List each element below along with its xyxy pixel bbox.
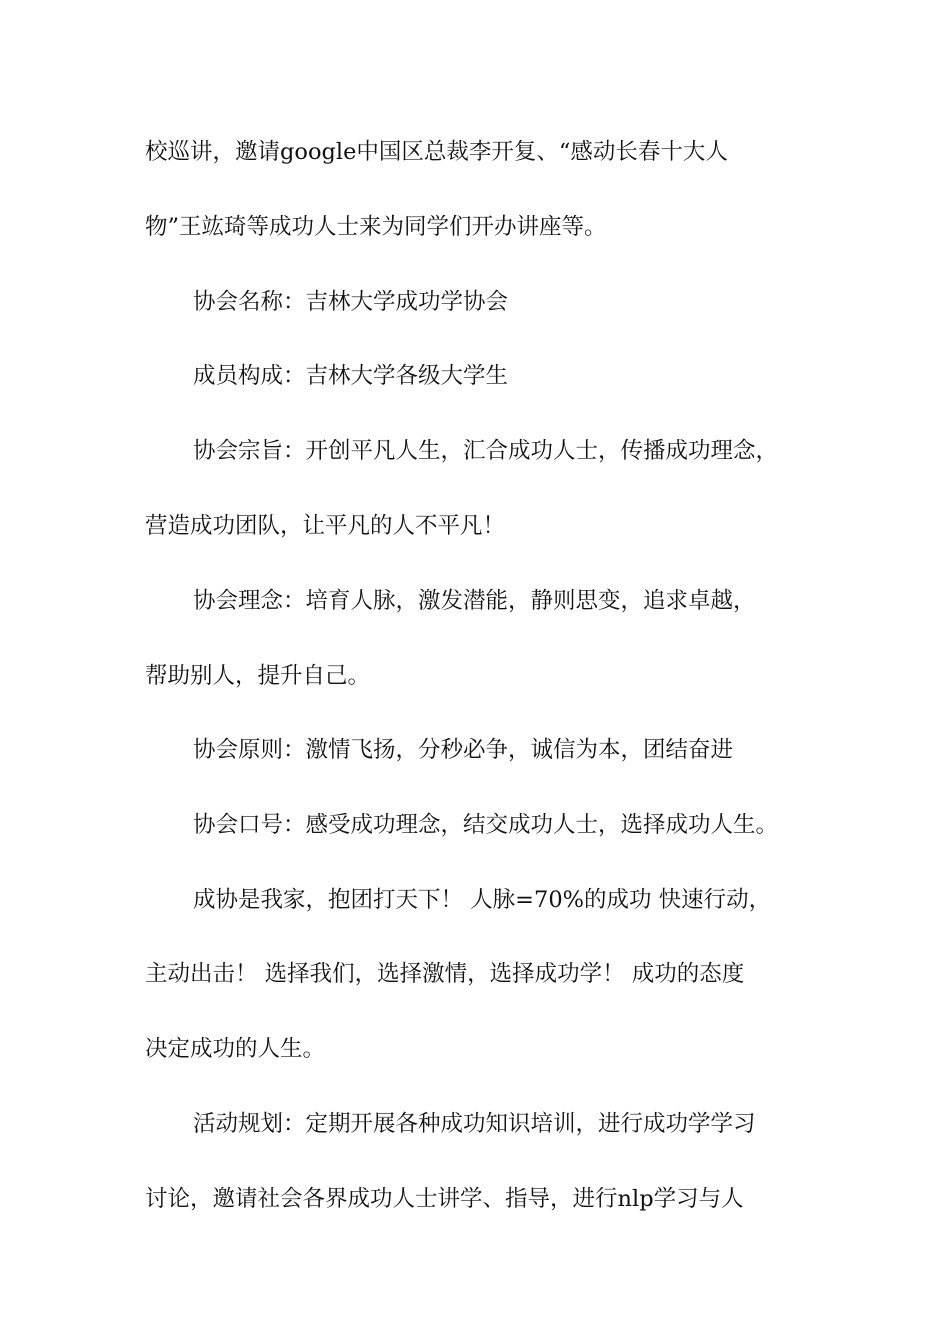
paragraph-line: 帮助别人，提升自己。: [145, 663, 371, 689]
paragraph-line: 活动规划：定期开展各种成功知识培训，进行成功学学习: [193, 1111, 756, 1137]
paragraph-line: 成员构成：吉林大学各级大学生: [193, 363, 509, 389]
paragraph-line: 协会口号：感受成功理念，结交成功人士，选择成功人生。: [193, 812, 779, 838]
paragraph-line: 决定成功的人生。: [145, 1036, 326, 1062]
paragraph-line: 营造成功团队，让平凡的人不平凡！: [145, 513, 506, 539]
paragraph-line: 协会名称：吉林大学成功学协会: [193, 289, 509, 315]
paragraph-line: 校巡讲，邀请google中国区总裁李开复、“感动长春十大人: [145, 139, 728, 165]
paragraph-line: 成协是我家，抱团打天下！ 人脉=70%的成功 快速行动，: [193, 887, 772, 913]
paragraph-line: 主动出击！ 选择我们，选择激情，选择成功学！ 成功的态度: [145, 961, 745, 987]
paragraph-line: 协会宗旨：开创平凡人生，汇合成功人士，传播成功理念，: [193, 438, 779, 464]
paragraph-line: 物”王竑琦等成功人士来为同学们开办讲座等。: [145, 214, 607, 240]
paragraph-line: 讨论，邀请社会各界成功人士讲学、指导，进行nlp学习与人: [145, 1186, 744, 1212]
paragraph-line: 协会原则：激情飞扬，分秒必争，诚信为本，团结奋进: [193, 737, 734, 763]
paragraph-line: 协会理念：培育人脉，激发潜能，静则思变，追求卓越，: [193, 588, 756, 614]
